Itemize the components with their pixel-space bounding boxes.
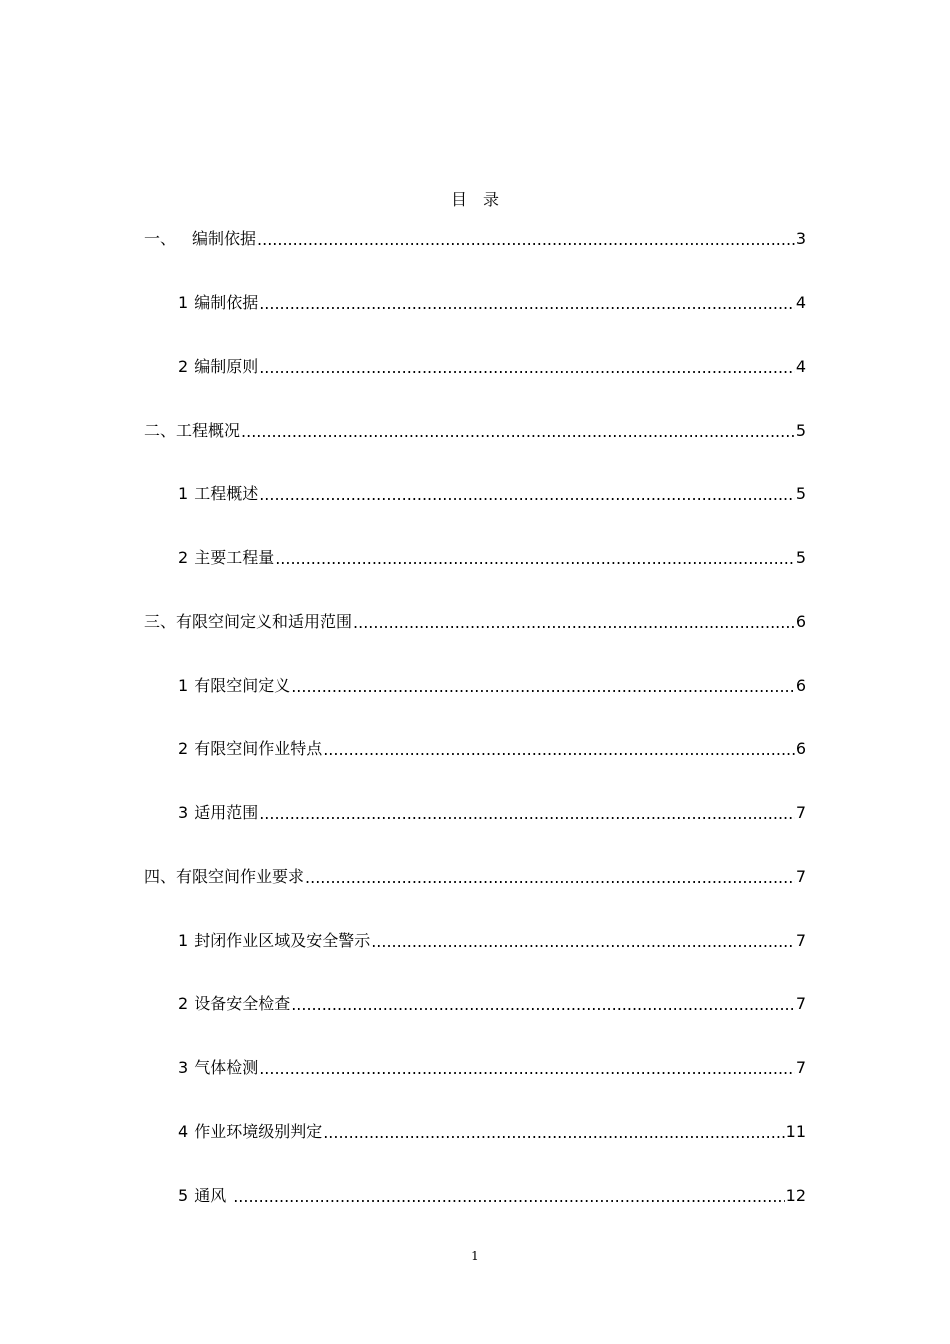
toc-entry-section-4[interactable] (144, 866, 806, 888)
toc-entry-section-3[interactable] (144, 611, 806, 633)
toc-entry-number: 1 (178, 931, 189, 950)
toc-entry-subsection[interactable] (178, 547, 806, 569)
toc-entry-label: 有限空间作业要求 (176, 867, 305, 886)
toc-entry-page: 7 (795, 994, 806, 1013)
toc-leader-dots (259, 293, 795, 315)
toc-entry-number: 1 (178, 293, 189, 312)
toc-entry-number: 一、 (144, 229, 177, 248)
toc-entry-section-1[interactable] (144, 228, 806, 250)
toc-entry-subsection[interactable] (178, 1185, 806, 1207)
toc-entry-subsection[interactable] (178, 292, 806, 314)
toc-entry-label: 通风 (194, 1186, 227, 1205)
toc-leader-dots (353, 612, 795, 634)
toc-entry-page: 7 (795, 867, 806, 886)
toc-leader-dots (291, 676, 795, 698)
toc-entry-number: 2 (178, 548, 189, 567)
toc-entry-label: 编制依据 (192, 229, 257, 248)
toc-entry-page: 5 (795, 421, 806, 440)
toc-leader-dots (323, 1122, 784, 1144)
toc-entry-section-2[interactable] (144, 420, 806, 442)
toc-entry-subsection[interactable] (178, 930, 806, 952)
toc-entry-page: 6 (795, 612, 806, 631)
toc-leader-dots (259, 357, 795, 379)
toc-entry-subsection[interactable] (178, 675, 806, 697)
toc-entry-page: 6 (795, 676, 806, 695)
toc-entry-number: 三、 (144, 612, 177, 631)
toc-entry-page: 3 (795, 229, 806, 248)
toc-entry-number: 2 (178, 357, 189, 376)
toc-entry-subsection[interactable] (178, 356, 806, 378)
toc-leader-dots (291, 994, 795, 1016)
toc-entry-subsection[interactable] (178, 483, 806, 505)
toc-entry-label: 有限空间作业特点 (194, 739, 323, 758)
toc-leader-dots (259, 1058, 795, 1080)
toc-leader-dots (323, 739, 795, 761)
toc-entry-number: 2 (178, 739, 189, 758)
toc-leader-dots (259, 803, 795, 825)
toc-entry-number: 5 (178, 1186, 189, 1205)
toc-entry-label: 有限空间定义和适用范围 (176, 612, 353, 631)
toc-entry-number: 1 (178, 676, 189, 695)
toc-entry-page: 7 (795, 931, 806, 950)
toc-entry-page: 11 (785, 1122, 806, 1141)
toc-entry-label: 气体检测 (194, 1058, 259, 1077)
toc-entry-number: 3 (178, 1058, 189, 1077)
toc-entry-label: 适用范围 (194, 803, 259, 822)
toc-entry-label: 有限空间定义 (194, 676, 291, 695)
toc-entry-label: 编制依据 (194, 293, 259, 312)
toc-entry-label: 工程概况 (176, 421, 241, 440)
toc-entry-page: 5 (795, 484, 806, 503)
toc-entry-page: 12 (785, 1186, 806, 1205)
toc-leader-dots (233, 1186, 784, 1208)
toc-entry-number: 四、 (144, 867, 177, 886)
toc-entry-subsection[interactable] (178, 738, 806, 760)
toc-entry-label: 编制原则 (194, 357, 259, 376)
toc-leader-dots (371, 931, 795, 953)
page-title: 目 录 (450, 190, 499, 209)
toc-entry-page: 6 (795, 739, 806, 758)
toc-entry-subsection[interactable] (178, 993, 806, 1015)
toc-leader-dots (305, 867, 795, 889)
toc-entry-subsection[interactable] (178, 1121, 806, 1143)
toc-leader-dots (241, 421, 795, 443)
toc-entry-subsection[interactable] (178, 802, 806, 824)
toc-entry-page: 7 (795, 1058, 806, 1077)
toc-entry-number: 二、 (144, 421, 177, 440)
toc-entry-number: 2 (178, 994, 189, 1013)
toc-entry-label: 作业环境级别判定 (194, 1122, 323, 1141)
page-number: 1 (471, 1249, 479, 1263)
toc-entry-number: 3 (178, 803, 189, 822)
toc-entry-page: 7 (795, 803, 806, 822)
toc-entry-label: 封闭作业区域及安全警示 (194, 931, 371, 950)
toc-entry-page: 4 (795, 293, 806, 312)
toc-entry-number: 1 (178, 484, 189, 503)
toc-entry-label: 工程概述 (194, 484, 259, 503)
toc-entry-subsection[interactable] (178, 1057, 806, 1079)
toc-leader-dots (257, 229, 795, 251)
toc-entry-label: 主要工程量 (194, 548, 275, 567)
toc-entry-label: 设备安全检查 (194, 994, 291, 1013)
toc-entry-page: 5 (795, 548, 806, 567)
toc-leader-dots (275, 548, 795, 570)
toc-leader-dots (259, 484, 795, 506)
toc-entry-number: 4 (178, 1122, 189, 1141)
toc-entry-page: 4 (795, 357, 806, 376)
